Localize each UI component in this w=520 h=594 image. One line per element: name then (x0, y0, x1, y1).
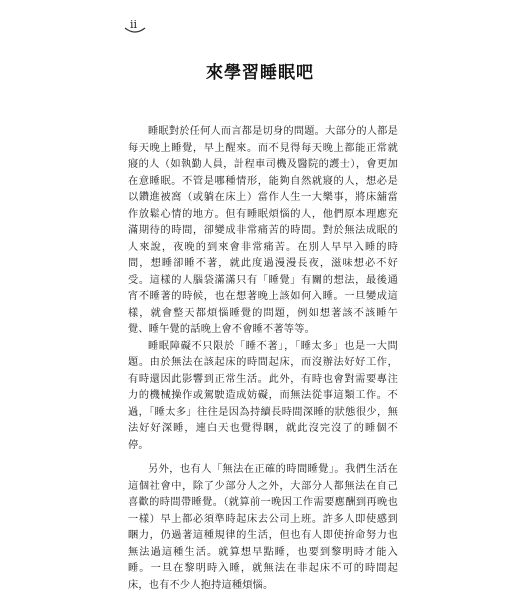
chapter-title: 來學習睡眠吧 (206, 63, 314, 83)
paragraph: 睡眠障礙不只限於「睡不著」，「睡太多」也是一大問題。由於無法在該起床的時間起床，而沒辦法好好工作，有時還因此影響到正常生活。此外，有時也會對需要專注力的機械操作或駕駛造成妨礙，而無法從事這類工作。不過，「睡太多」往往是因為持續長時間深睡的狀態很少，無法好好深睡，連白天也覺得睏，就此沒完沒了的睡個不停。 (128, 340, 398, 451)
page-number: ii (130, 18, 138, 31)
paragraph: 另外，也有人「無法在正確的時間睡覺」。我們生活在這個社會中，除了少部分人之外，大部分人都無法在自己喜歡的時間帶睡覺。（就算前一晚因工作需要應酬到再晚也一樣）早上都必須準時起床去公司上班。許多人即使感到睏力，仍過著這種規律的生活，但也有人即使拚命努力也無法過這種生活。就算想早點睡，也要到黎明時才能入睡。一旦在黎明時入睡，就無法在非起床不可的時間起床，也有不少人抱持這種煩惱。 (128, 464, 398, 591)
paragraph: 睡眠對於任何人而言都是切身的問題。大部分的人都是每天晚上睡覺，早上醒來。而不見得每天晚上都能正常就寢的人（如執勤人員，計程車司機及醫院的護士），會更加在意睡眠。不管是哪種情形，能夠自然就寢的人，想必是以鑽進被窩（或躺在床上）當作人生一大樂事，將床舖當作放鬆心情的地方。但有睡眠煩惱的人，他們原本理應充滿期待的時間，卻變成非常痛苦的時間。對於無法成眠的人來說，夜晚的到來會非常痛苦。在別人早早入睡的時間，想睡卻睡不著，就此度過漫漫長夜，滋味想必不好受。這樣的人腦袋滿滿只有「睡覺」有關的想法，最後通宵不睡著的時候，也在想著晚上該如何入睡。一旦變成這樣，就會整天都煩惱睡覺的問題，例如想著該不該睡午覺、睡午覺的話晚上會不會睡不著等等。 (128, 126, 398, 335)
folio-ornament (124, 26, 146, 36)
body-text (128, 124, 398, 594)
